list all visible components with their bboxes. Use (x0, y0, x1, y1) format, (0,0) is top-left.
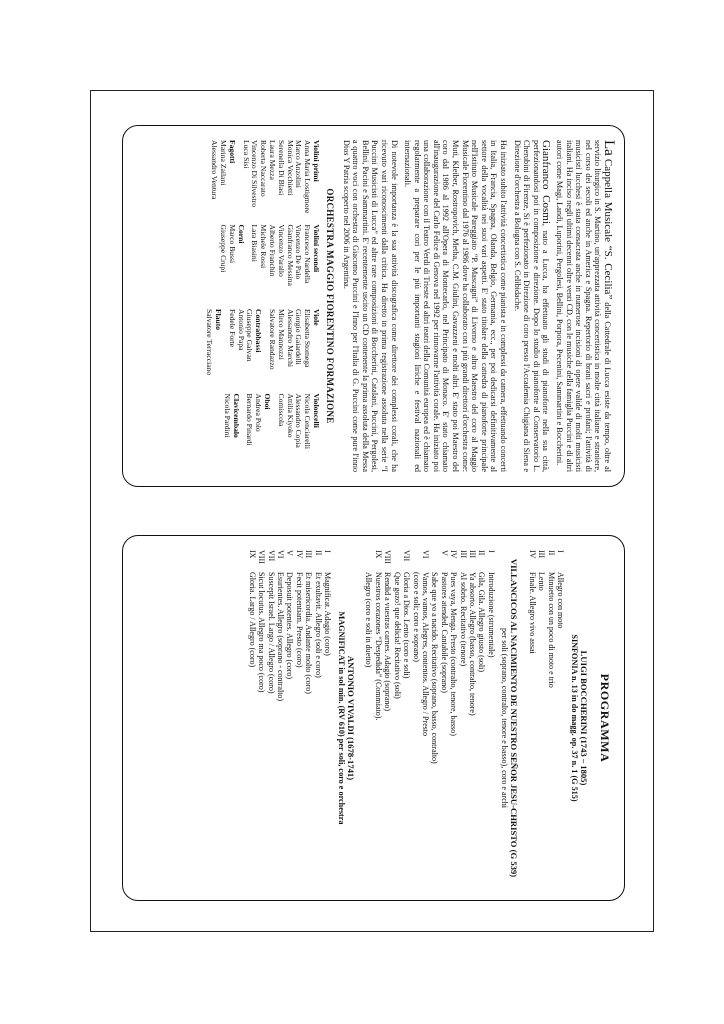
movement-row (257, 550, 266, 886)
biography-panel (122, 125, 625, 487)
musician-name: Lara Biasini (250, 224, 260, 262)
movement-number (430, 550, 439, 572)
programme-panel (122, 535, 625, 901)
musician-name: Salvatore Terracciano (205, 309, 215, 376)
work-composer: ANTONIO VIVALDI (1678-1741) (346, 655, 357, 781)
movement-number: III (458, 550, 468, 558)
work-note: per soli (soprano, contralto, tenore e basso), coro e archi (500, 628, 510, 808)
movement-row (294, 550, 303, 886)
orchestra-grid (199, 140, 320, 472)
orchestra-column (199, 225, 320, 304)
musician-name: Giuseppe Crupi (219, 224, 228, 273)
musician-name: Vincenzo Varallo (276, 224, 286, 277)
movement-text: Introduzione (strumentale) (486, 572, 496, 658)
movement-text: Gloria a Dios. Lento (coro e soli) (402, 572, 412, 679)
musician-name: Alessandro Ventura (210, 140, 220, 200)
movement-number: IX (247, 550, 257, 559)
movement-row (556, 550, 565, 886)
movement-number: IX (373, 550, 383, 559)
movement-row (383, 550, 392, 886)
musician-name: Michele Rossi (259, 224, 269, 269)
cappella-name: Cappella Musicale “S. Cecilia” (602, 158, 614, 300)
cosmi-paragraph (512, 140, 553, 473)
musician-name: Salvatore Randazzo (267, 309, 277, 370)
movement-number: I (556, 550, 565, 553)
movement-text: Rendid a vuestras carnes. Adagio (soprano) (383, 572, 393, 712)
movement-number (364, 550, 373, 572)
musician-name: Bernardo Pinardi (245, 393, 255, 446)
cosmi-text: , nato a Lucca, ha effettuato gli studi di pianoforte nella sua città, perfezionandosi poi in composizione e direzione. Dopo lo studio di pianoforte al Conservatorio L. Cherubini di Firenze, Si è perfezionato in Direzione di coro presso l'Accademia Chigiana di Siena e Direzione d'orchestra a Bologna con S. Celibidache. (512, 140, 551, 473)
orchestra-section (209, 140, 235, 219)
musician-name: Giuseppe Galvan (245, 309, 255, 362)
movement-text: Et exultavit. Allegro (soli e coro) (313, 572, 323, 678)
movement-number: VII (402, 550, 412, 562)
movement-text: Pues vaya, Menga. Presto (contralto, tenore, basso) (449, 572, 459, 736)
musician-name: Marco Bussi (227, 224, 237, 264)
movement-number: IV (449, 550, 459, 559)
movement-text: Lento (537, 572, 547, 591)
musician-name: Marco Anzolini (294, 140, 304, 188)
movement-row (374, 550, 383, 886)
orchestra-column (199, 309, 320, 388)
section-heading: Fagotti (227, 140, 237, 164)
movement-text: Fecit potentiam. Presto (coro) (294, 572, 304, 668)
musician-name: Monica Vecchietti (285, 140, 295, 196)
cosmi-name: Gianfranco Cosmi (540, 140, 553, 224)
movement-text: Allegro (coro e soli in duetto) (364, 572, 374, 668)
section-heading: Violini secondi (311, 224, 321, 273)
movement-row (313, 550, 322, 886)
orchestra-section (227, 309, 262, 388)
movement-number: VIII (383, 550, 393, 564)
movement-number: II (313, 550, 323, 556)
work-subtitle: MAGNIFICAT in sol min. (RV 610) per soli, coro e orchestra (337, 611, 347, 825)
movement-text: Vamos, vamos, Alegres, contentos. Allegro / Presto (420, 572, 430, 736)
movement-text: Que gozo! que delicia! Recitativo (soli) (392, 572, 402, 699)
movement-number: II (546, 550, 556, 556)
movement-number: I (323, 550, 333, 553)
movement-text: Sicut locutus. Allegro ma poco (coro) (257, 572, 267, 693)
movement-number: VI (276, 550, 286, 559)
musician-name: Alessandro Marchi (285, 309, 295, 367)
movement-text: Al sobrio. Recitativo (tenore) (458, 572, 468, 667)
musician-name: Gianfranco Messina (285, 224, 295, 286)
movement-row (304, 550, 313, 886)
movement-row (364, 550, 373, 886)
movement-text: (coro e soli; coro e soprano) (411, 572, 421, 662)
work-composer: LUIGI BOCCHERINI (1743 – 1805) (579, 650, 589, 786)
musician-name: Attilia Kiyoko Corniscola (276, 393, 295, 438)
movement-row (430, 550, 439, 886)
section-heading: Corni (236, 224, 246, 244)
movement-row (486, 550, 495, 886)
movement-text: Pastores atended. Cantabile (soprano) (439, 572, 449, 693)
orchestra-section (241, 140, 320, 219)
movement-row (421, 550, 430, 886)
cappella-lead: La (601, 140, 617, 156)
movement-row (527, 550, 536, 886)
section-heading: Violoncelli (311, 393, 321, 428)
movement-row (392, 550, 401, 886)
movement-row (449, 550, 458, 886)
movement-text: Sabe que yo a nacido. Recitativo (soprano, basso, contralto) (430, 572, 440, 764)
movement-text: Et misericordia. Andante molto (coro) (304, 572, 314, 694)
movement-text: Suscepit Israel. Largo / Allegro (coro) (266, 572, 276, 694)
musician-name: Serenella Di Blasi (276, 140, 286, 196)
movement-row (276, 550, 285, 886)
movement-number: IV (527, 550, 537, 559)
movement-text: Magnificat. Adagio (coro) (323, 572, 333, 656)
orchestra-title: ORCHESTRA MAGGIO FIORENTINO FORMAZIONE (324, 188, 335, 424)
musician-name: Mirco Mannozzi (276, 309, 286, 360)
movement-row (247, 550, 256, 886)
musician-name: Giorgio Gaiardelli (294, 309, 304, 365)
orchestra-section (276, 394, 320, 473)
musician-name: Roberta Naccarato (259, 140, 269, 197)
section-heading: Violini primi (311, 140, 321, 182)
movement-row (439, 550, 448, 886)
movement-number: I (486, 550, 496, 553)
movement-number: III (537, 550, 547, 558)
movement-row (477, 550, 486, 886)
movement-number: III (304, 550, 314, 558)
orchestra-column (199, 140, 320, 219)
orchestra-section (245, 394, 271, 473)
movement-row (285, 550, 294, 886)
movement-number: IV (294, 550, 304, 559)
work-block (527, 550, 589, 886)
musician-name: Vincenzo De Palo (294, 224, 304, 280)
section-heading: Viole (311, 309, 321, 326)
section-heading: Flauto (214, 309, 223, 331)
cappella-paragraph (554, 140, 617, 472)
musician-name: Vincenzo Di Silvestro (250, 140, 260, 208)
musician-name: Nicola Pardini (222, 393, 232, 438)
orchestra-section (204, 309, 222, 388)
movement-row (537, 550, 546, 886)
movement-text: Gloria. Largo / Allegro (coro) (247, 572, 257, 668)
works-list (247, 550, 589, 886)
section-heading: Oboi (262, 393, 272, 410)
musician-name: Anna Maria Lostigmore (303, 140, 313, 214)
work-block (247, 550, 356, 886)
programme-title: PROGRAMMA (598, 673, 612, 763)
movement-text: Allegro con moto (556, 572, 565, 629)
orchestra-column (199, 394, 320, 473)
movement-text: Esurientes. Allegro (soprano - contralto) (276, 572, 286, 702)
movement-number: III (467, 550, 477, 558)
cosmi-paragraph-2: Ha iniziato subito l'attività concertistica come pianista e in complessi da camera, effettuando concerti in Italia, Francia, Spagna, Olanda, Belgio, Germania, ecc., per poi dedicarsi definitivamente al settore della vocalità nei suoi vari aspetti. E' stato titolare della cattedra di pianoforte principale nell'Istituto Musicale Pareggiato “P. Mascagni” di Livorno e altro Maestro del coro al Maggio Musicale Fiorentino dal 1976 al 1986 dove ha collaborato con i più grandi direttori d'orchestra come: Muti, Kleiber, Rostropovich, Metha, C.M. Giulini, Gavazzeni e molti altri. E' stato poi Maestro del coro dal 1986 al 1992 all'Opera di Montecarlo, nel Principato di Monaco. E' stato chiamato all'inaugurazione del Carlo Felice di Genova nel 1992 per rinnovarne l'attività corale. Ha iniziato poi una collaborazione con il Teatro Verdi di Trieste ed altri teatri della Comunità europea ed è chiamato regolarmente a preparare cori per le più importanti stagioni liriche e festival nazionali ed internazionali. (403, 140, 509, 472)
movement-row (266, 550, 275, 886)
movement-number: VI (420, 550, 430, 559)
section-heading: Contrabbassi (254, 309, 264, 353)
movement-text: Deposuit potentes. Allegro (coro) (285, 572, 295, 680)
musician-name: Luca Sisi (241, 140, 251, 169)
movement-row (546, 550, 555, 886)
movement-number: VIII (257, 550, 267, 564)
movement-number: VII (266, 550, 276, 562)
musician-name: Nicola Cenciarelli (303, 393, 313, 449)
movement-row (323, 550, 332, 886)
movement-text: Gila, Gila. Allegro giusto (soli) (477, 572, 487, 672)
work-subtitle: SINFONIA n. 13 in do magg. op. 37 n. 1 (G 515) (570, 634, 579, 802)
musician-name: Marina Zailani (219, 140, 228, 186)
rotated-content (91, 91, 653, 931)
movement-number: V (439, 550, 449, 556)
movement-text: Minuetto con un poco di moto e trio (546, 572, 556, 688)
musician-name: Alessandro Copia (294, 393, 304, 448)
movement-row (468, 550, 477, 886)
movement-row (402, 550, 411, 886)
work-block (364, 550, 519, 886)
section-heading: Clavicembalo (231, 393, 241, 438)
movement-text: Ya absorto. Allegro (basso, contralto, tenore) (467, 572, 477, 716)
musician-name: Elisabetta Stomega (303, 309, 313, 368)
cosmi-paragraph-3: Di notevole importanza è la sua attività discografica come direttore dei complessi corali, che ha ricevuto vari riconoscimenti dalla critica. Ha diretto in prima registrazione assoluta nella serie “I Puccini Musicisti di Lucca” ed altre rare composizioni di Boccherini, Catalani, Puccini, Pergolesi, Bellini, Pacini e Sammartini. E' recentemente uscito un CD contenente la prima assoluta della Messa a quattro voci con orchestra di Giacomo Puccini e l'Inno per l'Italia di G. Puccini come pure l'inno Dios Y Patria scoperto nel 2006 in Argentina. (341, 140, 399, 472)
cappella-text: della Cattedrale di Lucca esiste da tempo, oltre al servizio liturgico in S. Martino, un'apprezzata attività concertistica in molte città italiane e straniere, nel corso dei secoli ed anche in America e Spagna. Repertorio di brani sacri e profani; l'attività di musicisti lucchesi è stata consacrata anche in numerose incisioni di opere valide di molti musicisti italiani. Ha inciso negli ultimi decenni oltre venti CD, con le musiche della famiglia Puccini e di altri autori come Magi, Landi, Luporini, Pergolesi, Bellini, Porpora, Pecenini, Sammartini e Boccherini. (555, 140, 612, 472)
work-composer: VILLANCICOS AL NACIMIENTO DE NUESTRO SEÑOR JESU-CHRISTO (G 539) (509, 558, 520, 878)
musician-name: Laura Mezza (267, 140, 277, 180)
movement-row (411, 550, 420, 886)
orchestra-section (222, 394, 240, 473)
movement-number: V (285, 550, 295, 556)
orchestra-section (218, 225, 244, 304)
orchestra-section (250, 225, 320, 304)
movement-text: Nuestros corazones “Despedida” (Commiato). (373, 572, 383, 721)
orchestra-section (267, 309, 320, 388)
musician-name: Fedele Forte (227, 309, 237, 348)
movement-number (392, 550, 401, 572)
musician-name: Francesco Nardella (303, 224, 313, 284)
movement-number: II (477, 550, 487, 556)
page-sheet (90, 90, 654, 932)
musician-name: Andrea Polo (254, 393, 264, 432)
movement-row (458, 550, 467, 886)
musician-name: Alberto Franchin (267, 224, 277, 277)
movement-number (411, 550, 420, 572)
musician-name: Antonio Papa (236, 309, 246, 351)
movement-text: Finale. Allegro vivo assai (527, 572, 537, 654)
